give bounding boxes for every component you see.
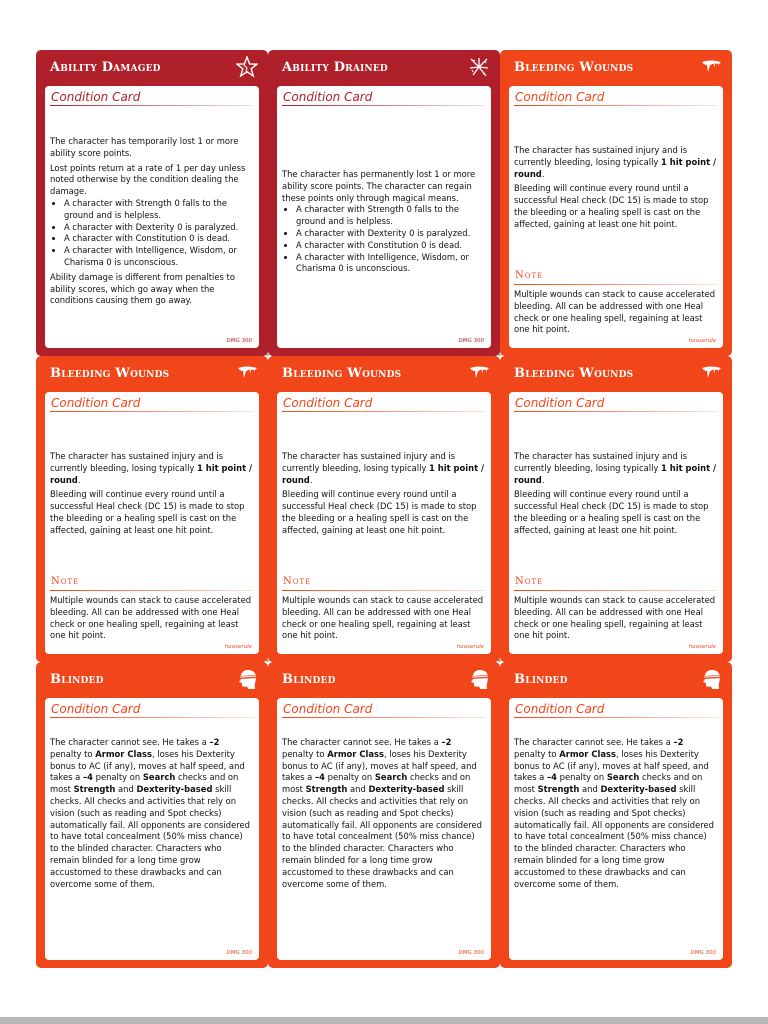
source-reference: DMG 300 — [458, 950, 484, 956]
source-reference: houserule — [688, 644, 716, 650]
list-item: • A character with Intelligence, Wisdom, or Charisma 0 is unconscious. — [296, 252, 485, 276]
card-blinded — [36, 662, 268, 968]
bullet-list — [296, 204, 485, 275]
card-title: Bleeding Wounds — [50, 366, 170, 381]
card-panel — [509, 698, 723, 960]
body-paragraph: The character cannot see. He takes a –2 penalty to Armor Class, loses his Dexterity bonus to AC (if any), moves at half speed, and takes a –4 penalty on Search checks and on most Strength and Dexterity-based skill checks. All checks and activities that rely on vision (such as reading and Spot checks) automatically fail. All opponents are considered to have total concealment (50% miss chance) to the blinded character. Characters who remain blinded for a long time grow accustomed to these drawbacks and can overcome some of them. — [514, 737, 714, 889]
body-paragraph: The character has sustained injury and is currently bleeding, losing typically 1 hit point / round. — [282, 451, 485, 485]
subtitle-divider — [282, 411, 485, 412]
subtitle-divider — [282, 105, 485, 106]
list-item: • A character with Intelligence, Wisdom, or Charisma 0 is unconscious. — [64, 245, 253, 269]
card-body — [50, 737, 253, 893]
note-text: Multiple wounds can stack to cause accelerated bleeding. All can be addressed with one Heal check or one healing spell, regaining at least one hit point. — [282, 595, 484, 641]
subtitle-divider — [50, 105, 253, 106]
source-reference: DMG 300 — [226, 338, 252, 344]
body-paragraph: The character has permanently lost 1 or more ability score points. The character can regain these points only through magical means. — [282, 169, 476, 203]
source-reference: DMG 300 — [226, 950, 252, 956]
card-body — [514, 451, 717, 540]
card-subtitle: Condition Card — [515, 702, 605, 716]
blindfolded-head-icon — [236, 668, 258, 690]
card-title: Bleeding Wounds — [282, 366, 402, 381]
note-heading: Note — [515, 576, 544, 587]
card-title: Ability Drained — [282, 60, 388, 75]
cracked-burst-icon — [468, 56, 490, 78]
card-body — [50, 136, 253, 310]
card-panel — [509, 392, 723, 654]
subtitle-divider — [50, 411, 253, 412]
card-bleeding-wounds — [36, 356, 268, 662]
card-panel — [45, 392, 259, 654]
bullet-list — [64, 198, 253, 269]
note-heading: Note — [515, 270, 544, 281]
subtitle-divider — [50, 717, 253, 718]
blood-drip-icon — [468, 362, 490, 384]
body-paragraph: Lost points return at a rate of 1 per day unless noted otherwise by the condition dealing the damage. — [50, 162, 246, 197]
body-paragraph: Ability damage is different from penalties to ability scores, which go away when the conditions causing them go away. — [50, 271, 235, 306]
card-subtitle: Condition Card — [283, 396, 373, 410]
card-subtitle: Condition Card — [283, 702, 373, 716]
note-text: Multiple wounds can stack to cause accelerated bleeding. All can be addressed with one Heal check or one healing spell, regaining at least one hit point. — [50, 595, 252, 641]
card-title: Bleeding Wounds — [514, 366, 634, 381]
card-body — [514, 737, 717, 893]
card-subtitle: Condition Card — [51, 702, 141, 716]
card-blinded — [268, 662, 500, 968]
note-divider — [514, 284, 717, 285]
subtitle-divider — [514, 105, 717, 106]
body-paragraph: Bleeding will continue every round until a successful Heal check (DC 15) is made to stop the bleeding or a healing spell is cast on the affected, gaining at least one hit point. — [50, 489, 245, 535]
blood-drip-icon — [700, 362, 722, 384]
cut-mark: ✦ — [497, 658, 503, 665]
card-ability-drained — [268, 50, 500, 356]
note-divider — [514, 590, 717, 591]
list-item: • A character with Dexterity 0 is paralyzed. — [64, 222, 253, 234]
subtitle-divider — [514, 411, 717, 412]
card-title: Bleeding Wounds — [514, 60, 634, 75]
cut-mark: ✦ — [265, 658, 271, 665]
note-text: Multiple wounds can stack to cause accelerated bleeding. All can be addressed with one Heal check or one healing spell, regaining at least one hit point. — [514, 595, 716, 641]
body-paragraph: The character has sustained injury and is currently bleeding, losing typically 1 hit point / round. — [50, 451, 253, 485]
blindfolded-head-icon — [468, 668, 490, 690]
card-body — [282, 451, 485, 540]
list-item: • A character with Constitution 0 is dead. — [296, 240, 485, 252]
card-panel — [277, 392, 491, 654]
card-title: Blinded — [514, 672, 568, 687]
note-text: Multiple wounds can stack to cause accelerated bleeding. All can be addressed with one Heal check or one healing spell, regaining at least one hit point. — [514, 289, 716, 335]
body-paragraph: The character has temporarily lost 1 or more ability score points. — [50, 136, 239, 158]
card-panel — [45, 86, 259, 348]
page-bottom-bar — [0, 1017, 768, 1024]
note-heading: Note — [283, 576, 312, 587]
card-body — [50, 451, 253, 540]
list-item: • A character with Dexterity 0 is paralyzed. — [296, 228, 485, 240]
body-paragraph: The character has sustained injury and is currently bleeding, losing typically 1 hit point / round. — [514, 451, 717, 485]
card-ability-damaged — [36, 50, 268, 356]
card-panel — [509, 86, 723, 348]
note-divider — [282, 590, 485, 591]
subtitle-divider — [514, 717, 717, 718]
blindfolded-head-icon — [700, 668, 722, 690]
source-reference: DMG 300 — [458, 338, 484, 344]
card-subtitle: Condition Card — [51, 396, 141, 410]
body-paragraph: The character cannot see. He takes a –2 penalty to Armor Class, loses his Dexterity bonus to AC (if any), moves at half speed, and takes a –4 penalty on Search checks and on most Strength and Dexterity-based skill checks. All checks and activities that rely on vision (such as reading and Spot checks) automatically fail. All opponents are considered to have total concealment (50% miss chance) to the blinded character. Characters who remain blinded for a long time grow accustomed to these drawbacks and can overcome some of them. — [282, 737, 482, 889]
blood-drip-icon — [236, 362, 258, 384]
note-divider — [50, 590, 253, 591]
list-item: • A character with Constitution 0 is dead. — [64, 233, 253, 245]
body-paragraph: The character cannot see. He takes a –2 penalty to Armor Class, loses his Dexterity bonus to AC (if any), moves at half speed, and takes a –4 penalty on Search checks and on most Strength and Dexterity-based skill checks. All checks and activities that rely on vision (such as reading and Spot checks) automatically fail. All opponents are considered to have total concealment (50% miss chance) to the blinded character. Characters who remain blinded for a long time grow accustomed to these drawbacks and can overcome some of them. — [50, 737, 250, 889]
card-body — [282, 169, 485, 278]
source-reference: DMG 300 — [690, 950, 716, 956]
card-bleeding-wounds — [500, 356, 732, 662]
source-reference: houserule — [224, 644, 252, 650]
card-panel — [277, 86, 491, 348]
card-subtitle: Condition Card — [51, 90, 141, 104]
body-paragraph: Bleeding will continue every round until a successful Heal check (DC 15) is made to stop the bleeding or a healing spell is cast on the affected, gaining at least one hit point. — [514, 489, 709, 535]
card-title: Blinded — [282, 672, 336, 687]
cut-mark: ✦ — [265, 352, 271, 359]
source-reference: houserule — [456, 644, 484, 650]
card-subtitle: Condition Card — [515, 396, 605, 410]
cut-mark: ✦ — [497, 352, 503, 359]
card-subtitle: Condition Card — [283, 90, 373, 104]
card-panel — [277, 698, 491, 960]
note-heading: Note — [51, 576, 80, 587]
card-title: Blinded — [50, 672, 104, 687]
card-bleeding-wounds — [500, 50, 732, 356]
body-paragraph: Bleeding will continue every round until a successful Heal check (DC 15) is made to stop the bleeding or a healing spell is cast on the affected, gaining at least one hit point. — [514, 183, 709, 229]
card-blinded — [500, 662, 732, 968]
list-item: • A character with Strength 0 falls to the ground and is helpless. — [64, 198, 253, 222]
blood-drip-icon — [700, 56, 722, 78]
card-subtitle: Condition Card — [515, 90, 605, 104]
body-paragraph: The character has sustained injury and is currently bleeding, losing typically 1 hit point / round. — [514, 145, 717, 179]
card-title: Ability Damaged — [50, 60, 161, 75]
subtitle-divider — [282, 717, 485, 718]
body-paragraph: Bleeding will continue every round until a successful Heal check (DC 15) is made to stop the bleeding or a healing spell is cast on the affected, gaining at least one hit point. — [282, 489, 477, 535]
list-item: • A character with Strength 0 falls to the ground and is helpless. — [296, 204, 485, 228]
card-bleeding-wounds — [268, 356, 500, 662]
broken-star-icon — [236, 56, 258, 78]
source-reference: houserule — [688, 338, 716, 344]
card-body — [282, 737, 485, 893]
card-panel — [45, 698, 259, 960]
card-body — [514, 145, 717, 234]
